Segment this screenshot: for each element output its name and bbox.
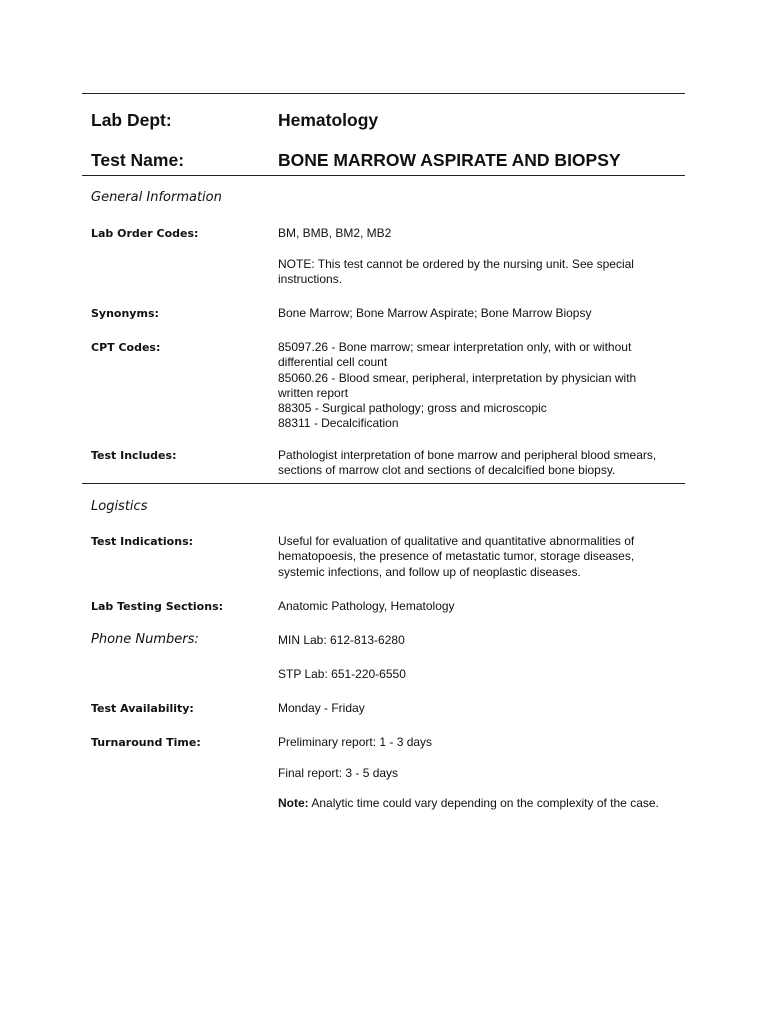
- test-availability-label: Test Availability:: [91, 702, 194, 715]
- indications-line: hematopoesis, the presence of metastatic tumor, storage diseases,: [278, 549, 635, 564]
- turnaround-time-label: Turnaround Time:: [91, 736, 201, 749]
- phone-numbers-label: Phone Numbers:: [91, 632, 199, 647]
- lab-testing-sections-label: Lab Testing Sections:: [91, 600, 224, 613]
- logistics-heading: Logistics: [91, 499, 148, 514]
- turnaround-preliminary: Preliminary report: 1 - 3 days: [278, 735, 433, 749]
- turnaround-final: Final report: 3 - 5 days: [278, 766, 399, 780]
- cpt-line: 85060.26 - Blood smear, peripheral, interpretation by physician with: [278, 370, 637, 385]
- top-divider: [82, 93, 685, 94]
- cpt-line: written report: [278, 385, 349, 400]
- test-includes-label: Test Includes:: [91, 449, 177, 462]
- synonyms-value: Bone Marrow; Bone Marrow Aspirate; Bone Marrow Biopsy: [278, 306, 592, 320]
- includes-line: Pathologist interpretation of bone marrow and peripheral blood smears,: [278, 448, 657, 462]
- note-text: Analytic time could vary depending on the complexity of the case.: [308, 796, 659, 810]
- test-name-value: BONE MARROW ASPIRATE AND BIOPSY: [278, 150, 621, 170]
- synonyms-label: Synonyms:: [91, 307, 159, 320]
- section-divider: [82, 483, 685, 484]
- order-note-line: instructions.: [278, 272, 343, 287]
- indications-line: systemic infections, and follow up of neoplastic diseases.: [278, 564, 581, 579]
- cpt-codes-label: CPT Codes:: [91, 341, 161, 354]
- indications-line: Useful for evaluation of qualitative and quantitative abnormalities of: [278, 534, 635, 548]
- note-bold-label: Note:: [278, 796, 309, 810]
- test-includes-value: [278, 448, 683, 479]
- phone-min-lab: MIN Lab: 612-813-6280: [278, 633, 405, 647]
- order-note-line: NOTE: This test cannot be ordered by the nursing unit. See special: [278, 257, 634, 271]
- cpt-line: differential cell count: [278, 355, 388, 370]
- lab-dept-value: Hematology: [278, 110, 379, 130]
- header-divider: [82, 175, 685, 176]
- lab-order-codes-label: Lab Order Codes:: [91, 227, 199, 240]
- cpt-line: 88311 - Decalcification: [278, 416, 399, 431]
- test-indications-value: [278, 534, 683, 580]
- cpt-codes-value: [278, 340, 683, 432]
- cpt-line: 88305 - Surgical pathology; gross and microscopic: [278, 401, 547, 416]
- phone-stp-lab: STP Lab: 651-220-6550: [278, 667, 406, 681]
- turnaround-note: [278, 796, 683, 811]
- order-note: [278, 257, 683, 288]
- lab-dept-label: Lab Dept:: [91, 110, 172, 130]
- general-information-heading: General Information: [91, 190, 222, 205]
- includes-line: sections of marrow clot and sections of decalcified bone biopsy.: [278, 463, 616, 478]
- cpt-line: 85097.26 - Bone marrow; smear interpretation only, with or without: [278, 340, 632, 354]
- lab-testing-sections-value: Anatomic Pathology, Hematology: [278, 599, 455, 613]
- lab-order-codes-value: BM, BMB, BM2, MB2: [278, 226, 392, 240]
- test-indications-label: Test Indications:: [91, 535, 194, 548]
- test-name-label: Test Name:: [91, 150, 185, 170]
- test-availability-value: Monday - Friday: [278, 701, 365, 715]
